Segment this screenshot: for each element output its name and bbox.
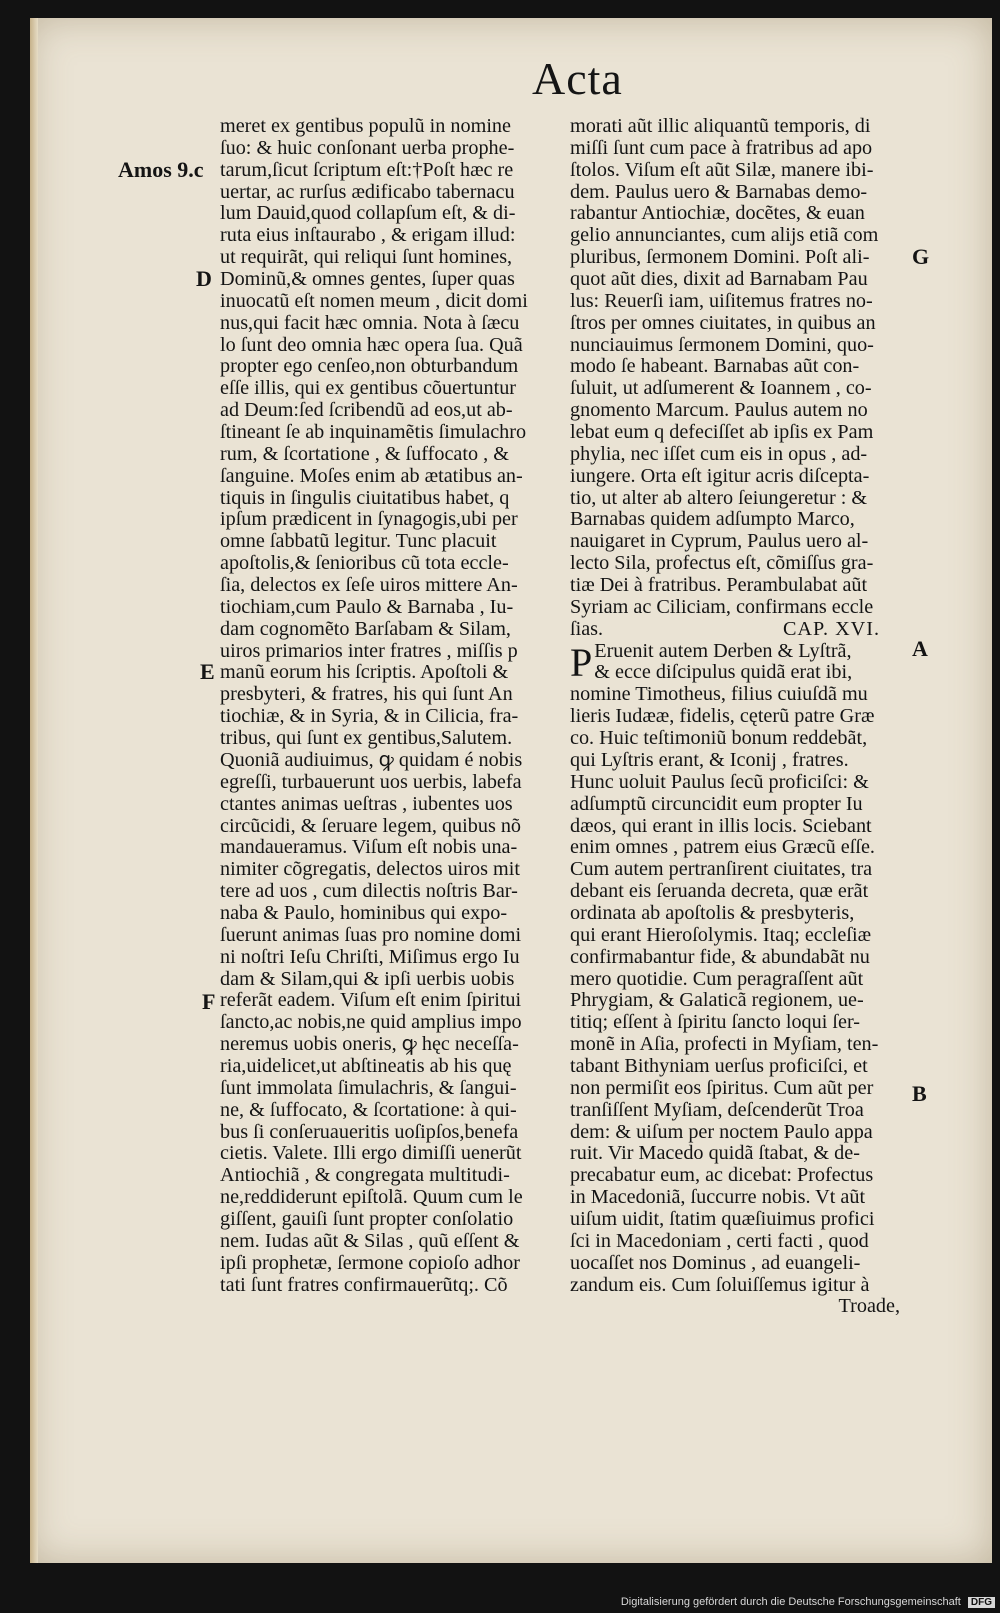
text-line: uertar, ac rurſus ædificabo tabernacu (220, 180, 515, 203)
text-line: manũ eorum his ſcriptis. Apoſtoli & (220, 661, 509, 684)
text-line: morati aũt illic aliquantũ temporis, di (570, 115, 871, 137)
text-line: dam cognomẽto Barſabam & Silam, (220, 617, 511, 640)
text-line: nunciauimus ſermonem Domini, quo- (570, 333, 874, 356)
text-line: lecto Sila, profectus eſt, cõmiſſus gra- (570, 552, 874, 575)
margin-letter-e: E (200, 659, 215, 684)
text-line: tabant Bithyniam uerſus proficiſci, et (570, 1054, 868, 1077)
text-line: ſanguine. Moſes enim ab ætatibus an- (220, 464, 523, 487)
text-line: tarum,ſicut ſcriptum eſt:†Poſt hæc re (220, 158, 514, 181)
text-line: ctantes animas ueſtras , iubentes uos (220, 792, 513, 815)
text-line: Cum autem pertranſirent ciuitates, tra (570, 858, 873, 881)
text-line: presbyteri, & fratres, his qui ſunt An (220, 683, 513, 706)
text-line: nem. Iudas aũt & Silas , quũ eſſent & (220, 1229, 520, 1252)
text-line: lo ſunt deo omnia hæc opera ſua. Quã (220, 333, 523, 356)
text-line: cietis. Valete. Illi ergo dimiſſi uenerũt (220, 1142, 522, 1165)
text-line: Syriam ac Ciliciam, confirmans eccle (570, 595, 874, 618)
text-line: ipſum prædicent in ſynagogis,ubi per (220, 508, 518, 531)
text-line: gnomento Marcum. Paulus autem no (570, 399, 868, 422)
dfg-logo-badge: DFG (968, 1597, 995, 1608)
text-line: gelio annunciantes, cum alijs etiã com (570, 224, 879, 247)
text-line: titiq; eſſent à ſpiritu ſancto loqui ſer- (570, 1011, 860, 1034)
text-line: nus,qui facit hæc omnia. Nota à ſæcu (220, 311, 520, 334)
text-line: Barnabas quidem adſumpto Marco, (570, 508, 855, 531)
catchword: Troade, (838, 1295, 900, 1318)
text-line: rabantur Antiochiæ, docẽtes, & euan (570, 202, 865, 225)
text-line: ſuo: & huic conſonant uerba prophe- (220, 136, 515, 159)
text-line: ria,uidelicet,ut abſtineatis ab his quę (220, 1054, 512, 1077)
text-line: in Macedoniã, ſuccurre nobis. Vt aũt (570, 1186, 866, 1209)
text-line: phylia, nec iſſet cum eis in opus , ad- (570, 442, 868, 465)
text-line: mandaueramus. Viſum eſt nobis una- (220, 836, 518, 859)
text-line: Antiochiã , & congregata multitudi- (220, 1164, 510, 1187)
text-line: tiochiæ, & in Syria, & in Cilicia, fra- (220, 705, 519, 728)
text-line: quot aũt dies, dixit ad Barnabam Pau (570, 268, 868, 291)
text-line: eſſe illis, qui ex gentibus cõuertuntur (220, 377, 517, 400)
left-text-column (220, 116, 555, 1296)
text-line: qui erant Hieroſolymis. Itaq; eccleſiæ (570, 923, 872, 946)
text-line: modo ſe habeant. Barnabas aũt con- (570, 355, 860, 378)
text-line: meret ex gentibus populũ in nomine (220, 115, 511, 137)
text-line: neremus uobis oneris, ꝙ hęc neceſſa- (220, 1033, 519, 1056)
text-line: dem. Paulus uero & Barnabas demo- (570, 180, 868, 203)
text-line: naba & Paulo, hominibus qui expo- (220, 901, 508, 924)
text-line: nomine Timotheus, filius cuiuſdã mu (570, 683, 868, 706)
chapter-first-line-text: Eruenit autem Derben & Lyſtrã, (594, 639, 852, 662)
margin-letter-a: A (912, 636, 928, 661)
chapter-dropcap: P (570, 639, 593, 685)
text-line: uocaſſet nos Dominus , ad euangeli- (570, 1251, 861, 1274)
text-line: ni noſtri Ieſu Chriſti, Miſimus ergo Iu (220, 945, 520, 968)
margin-letter-f: F (202, 989, 216, 1014)
chapter-heading: CAP. XVI. (782, 617, 880, 640)
text-line: dæos, qui erant in illis locis. Sciebant (570, 814, 872, 837)
text-line: ordinata ab apoſtolis & presbyteris, (570, 901, 855, 924)
text-line: ſtineant ſe ab inquinamẽtis ſimulachro (220, 421, 527, 444)
text-line: confirmabantur fide, & abundabãt nu (570, 945, 870, 968)
text-line: ſuluit, ut adſumerent & Ioannem , co- (570, 377, 872, 400)
text-line: tere ad uos , cum dilectis noſtris Bar- (220, 880, 518, 903)
text-line: lieris Iudææ, fidelis, cęterũ patre Græ (570, 705, 875, 728)
text-line: ſunt immolata ſimulachris, & ſangui- (220, 1076, 517, 1099)
text-line: ruit. Vir Macedo quidã ſtabat, & de- (570, 1142, 860, 1165)
margin-letter-g: G (912, 244, 930, 269)
footer-text: Digitalisierung gefördert durch die Deutsche Forschungsgemeinschaft (620, 1596, 961, 1608)
margin-letter-b: B (912, 1081, 927, 1106)
text-line: iungere. Orta eſt igitur acris diſcepta- (570, 464, 870, 487)
text-line: dam & Silam,qui & ipſi uerbis uobis (220, 967, 515, 990)
text-line: circũcidi, & ſeruare legem, quibus nõ (220, 814, 522, 837)
text-line: uiſum uidit, ſtatim quæſiuimus profici (570, 1207, 875, 1230)
text-line: non permiſit eos ſpiritus. Cum aũt per (570, 1076, 874, 1099)
text-line: giſſent, gauiſi ſunt propter conſolatio (220, 1207, 514, 1230)
text-line: Dominũ,& omnes gentes, ſuper quas (220, 268, 515, 291)
text-line: tiæ Dei à fratribus. Perambulabat aũt (570, 574, 868, 597)
text-line: ne, & ſuffocato, & ſcortatione: à qui- (220, 1098, 517, 1121)
text-line: ad Deum:ſed ſcribendũ ad eos,ut ab- (220, 399, 513, 422)
text-line: rum, & ſcortatione , & ſuffocato , & (220, 442, 509, 465)
text-line: ſancto,ac nobis,ne quid amplius impo (220, 1011, 522, 1034)
text-line: tranſiſſent Myſiam, deſcenderũt Troa (570, 1098, 864, 1121)
footer-credit (0, 1596, 995, 1608)
text-line: ruta eius inſtaurabo , & erigam illud: (220, 224, 516, 247)
text-line: ſtros per omnes ciuitates, in quibus an (570, 311, 876, 334)
text-line: ne,reddiderunt epiſtolã. Quum cum le (220, 1186, 523, 1209)
text-line: tribus, qui ſunt ex gentibus,Salutem. (220, 727, 513, 750)
text-line: precabatur eum, ac dicebat: Profectus (570, 1164, 874, 1187)
text-line: bus ſi conſeruaueritis uoſipſos,benefa (220, 1120, 519, 1143)
text-line: lus: Reuerſi iam, uiſitemus fratres no- (570, 289, 873, 312)
text-line: tati ſunt fratres confirmauerũtq;. Cõ (220, 1273, 508, 1296)
text-line: tio, ut alter ab altero ſeiungeretur : & (570, 486, 868, 509)
text-line: zandum eis. Cum ſoluiſſemus igitur à (570, 1273, 870, 1296)
margin-letter-d: D (196, 266, 212, 291)
text-line: enim omnes , patrem eius Græcũ eſſe. (570, 836, 875, 859)
text-line: nauigaret in Cyprum, Paulus uero al- (570, 530, 869, 553)
text-line: debant eis ſeruanda decreta, quæ erãt (570, 880, 869, 903)
text-line: lebat eum q defeciſſet ab ipſis ex Pam (570, 421, 874, 444)
text-line: tiochiam,cum Paulo & Barnaba , Iu- (220, 595, 514, 618)
right-text-column (570, 116, 900, 1318)
text-line: adſumptũ circuncidit eum propter Iu (570, 792, 863, 815)
text-line: ſuerunt animas ſuas pro nomine domi (220, 923, 522, 946)
text-line: qui Lyſtris erant, & Iconij , fratres. (570, 748, 849, 771)
text-line: apoſtolis,& ſenioribus cũ tota eccle- (220, 552, 509, 575)
text-line: & ecce diſcipulus quidã erat ibi, (594, 661, 853, 684)
text-line: ſci in Macedoniam , certi facti , quod (570, 1229, 869, 1252)
text-line: lum Dauid,quod collapſum eſt, & di- (220, 202, 516, 225)
text-line: co. Huic teſtimoniũ bonum reddebãt, (570, 727, 868, 750)
text-line: tiquis in ſingulis ciuitatibus habet, q (220, 486, 510, 509)
text-line: omne ſabbatũ legitur. Tunc placuit (220, 530, 497, 553)
page-binding-edge (30, 18, 38, 1563)
text-line: ipſi prophetæ, ſermone copioſo adhor (220, 1251, 520, 1274)
text-line: Quoniã audiuimus, ꝙ quidam é nobis (220, 748, 523, 771)
text-line: inuocatũ eſt nomen meum , dicit domi (220, 289, 528, 312)
text-line: ut requirãt, qui reliqui ſunt homines, (220, 246, 513, 269)
text-line: pluribus, ſermonem Domini. Poſt ali- (570, 246, 870, 269)
text-line: Hunc uoluit Paulus ſecũ proficiſci: & (570, 770, 869, 793)
text-line: miſſi ſunt cum pace à fratribus ad apo (570, 136, 873, 159)
text-line: monẽ in Aſia, profecti in Myſiam, ten- (570, 1033, 879, 1056)
text-line: ſtolos. Viſum eſt aũt Silæ, manere ibi- (570, 158, 874, 181)
text-line: referãt eadem. Viſum eſt enim ſpiritui (220, 989, 522, 1012)
text-line: Phrygiam, & Galaticã regionem, ue- (570, 989, 864, 1012)
running-head: Acta (532, 53, 623, 104)
text-line: uiros primarios inter fratres , miſſis p (220, 639, 518, 662)
text-line: mero quotidie. Cum peragraſſent aũt (570, 967, 864, 990)
text-line: dem: & uiſum per noctem Paulo appa (570, 1120, 873, 1143)
text-line: nimiter cõgregatis, delectos uiros mit (220, 858, 520, 881)
text-line: ſia, delectos ex ſeſe uiros mittere An- (220, 574, 518, 597)
text-line: egreſſi, turbauerunt uos uerbis, labefa (220, 770, 522, 793)
margin-note-amos: Amos 9.c (118, 157, 204, 182)
text-line: propter ego cenſeo,non obturbandum (220, 355, 519, 378)
text-line: ſias. (570, 617, 604, 640)
